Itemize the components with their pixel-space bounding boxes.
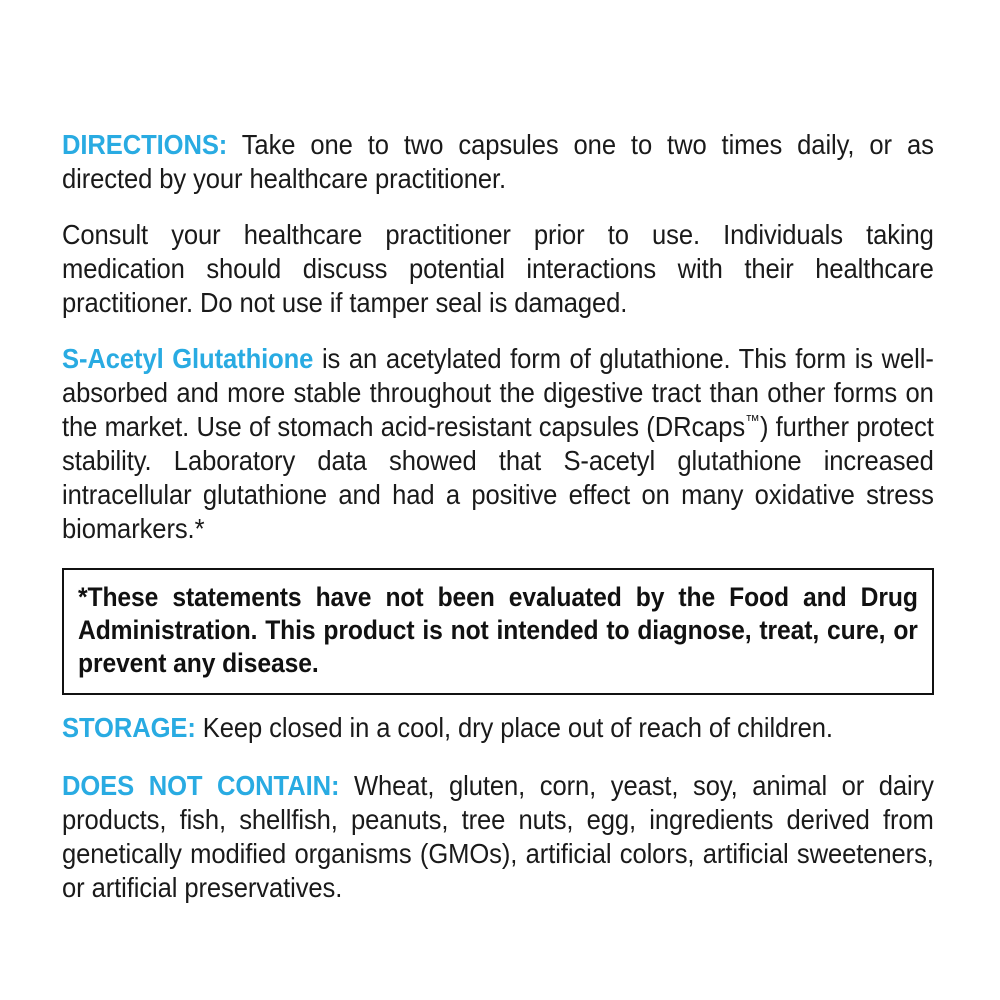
- does-not-contain-heading: DOES NOT CONTAIN:: [62, 770, 340, 801]
- storage-paragraph: [62, 711, 934, 745]
- storage-body: Keep closed in a cool, dry place out of reach of children.: [195, 712, 833, 743]
- fda-disclaimer-text: *These statements have not been evaluated by the Food and Drug Administration. This product is not intended to diagnose, treat, cure, or prevent any disease.: [78, 582, 918, 678]
- does-not-contain-paragraph: [62, 769, 934, 905]
- supplement-label-panel: [62, 128, 934, 905]
- trademark-symbol: ™: [745, 412, 760, 430]
- ingredient-body-part1: is an acetylated form of glutathione. This form is well-absorbed and more stable throughout the digestive tract than other forms on the market. Use of stomach acid-resistant capsules (DRcaps: [62, 343, 934, 442]
- ingredient-name-heading: S-Acetyl Glutathione: [62, 343, 314, 374]
- directions-body: Take one to two capsules one to two times daily, or as directed by your healthcare practitioner.: [62, 129, 934, 194]
- warning-paragraph: [62, 218, 934, 320]
- does-not-contain-body: Wheat, gluten, corn, yeast, soy, animal or dairy products, fish, shellfish, peanuts, tree nuts, egg, ingredients derived from genetically modified organisms (GMOs), artificial colors, artificial sweeteners, or artificial preservatives.: [62, 770, 934, 903]
- warning-body: Consult your healthcare practitioner prior to use. Individuals taking medication should discuss potential interactions with their healthcare practitioner. Do not use if tamper seal is damaged.: [62, 219, 934, 318]
- directions-paragraph: [62, 128, 934, 196]
- fda-disclaimer-box: [62, 568, 934, 695]
- storage-heading: STORAGE:: [62, 712, 196, 743]
- ingredient-body-part2: ) further protect stability. Laboratory data showed that S-acetyl glutathione increased intracellular glutathione and had a positive effect on many oxidative stress biomarkers.*: [62, 411, 934, 544]
- directions-heading: DIRECTIONS:: [62, 129, 228, 160]
- ingredient-description-paragraph: [62, 342, 934, 546]
